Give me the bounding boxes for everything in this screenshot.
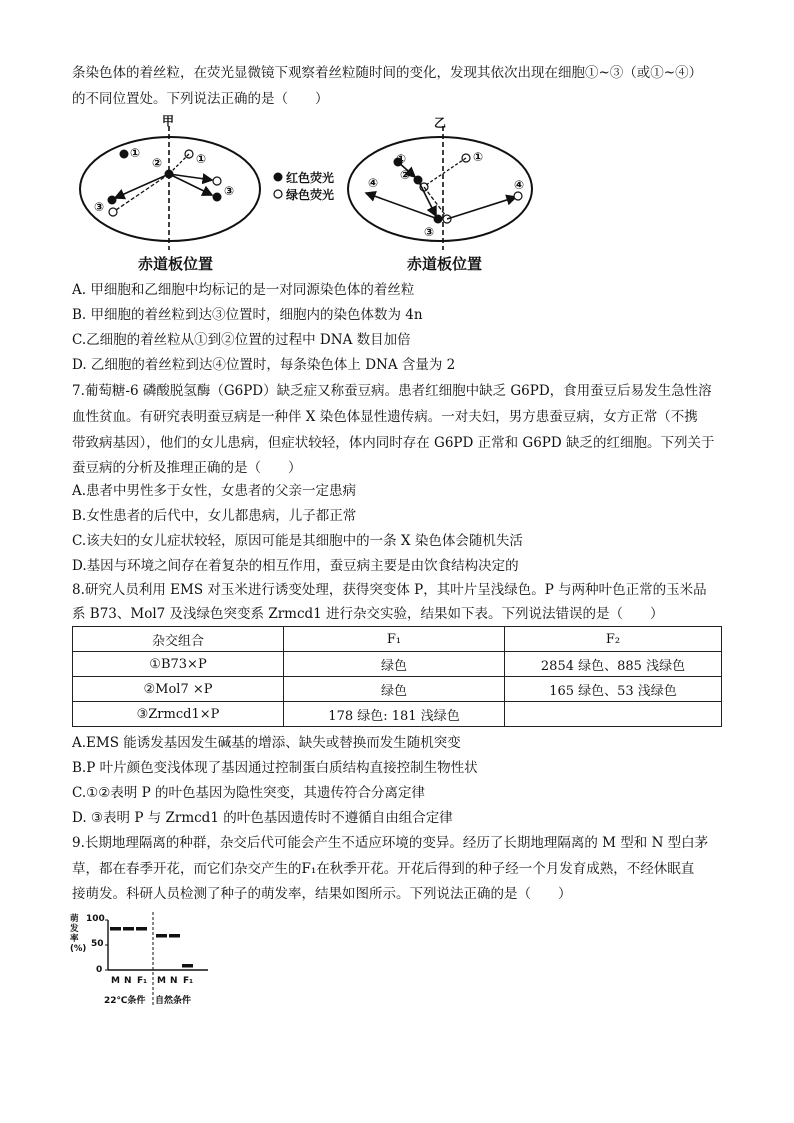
bar-1-1 bbox=[169, 934, 180, 938]
table-row bbox=[73, 652, 722, 677]
ytick-label: 100 bbox=[86, 914, 105, 924]
table-cell: 165 绿色、53 浅绿色 bbox=[505, 677, 722, 702]
cell-b-m1: ① bbox=[396, 152, 407, 166]
table-cell: 178 绿色: 181 浅绿色 bbox=[284, 702, 505, 727]
cell-b-title: 乙 bbox=[434, 116, 447, 130]
ytick-label: 50 bbox=[91, 939, 104, 949]
q9-line1: 9.长期地理隔离的种群，杂交后代可能会产生不适应环境的变异。经历了长期地理隔离的 M 型和 N 型白茅 bbox=[72, 835, 709, 851]
cell-a-title: 甲 bbox=[162, 114, 175, 128]
chart-ylabel: 萌发率(%) bbox=[70, 914, 87, 954]
table-cell: 2854 绿色、885 浅绿色 bbox=[505, 652, 722, 677]
table-header: F₂ bbox=[505, 627, 722, 652]
table-row bbox=[73, 677, 722, 702]
table-cell bbox=[505, 702, 722, 727]
q8-option-d: D. ③表明 P 与 Zrmcd1 的叶色基因遗传时不遵循自由组合定律 bbox=[72, 810, 453, 826]
q6-figure bbox=[72, 112, 572, 277]
cell-a-m3: ③ bbox=[224, 184, 235, 198]
cross-table bbox=[72, 626, 722, 727]
q7-line1: 7.葡萄糖-6 磷酸脱氢酶（G6PD）缺乏症又称蚕豆病。患者红细胞中缺乏 G6PD，食用蚕豆后易发生急性溶 bbox=[72, 383, 712, 399]
bar-0-1 bbox=[123, 927, 134, 931]
group-label-natural: 自然条件 bbox=[155, 996, 192, 1006]
q8-option-a: A.EMS 能诱发基因发生碱基的增添、缺失或替换而发生随机突变 bbox=[72, 735, 461, 751]
q6-option-c: C.乙细胞的着丝粒从①到②位置的过程中 DNA 数目加倍 bbox=[72, 332, 411, 348]
q8-line1: 8.研究人员利用 EMS 对玉米进行诱变处理，获得突变体 P，其叶片呈浅绿色。P 与两种叶色正常的玉米品 bbox=[72, 582, 707, 598]
q8-option-b: B.P 叶片颜色变浅体现了基因通过控制蛋白质结构直接控制生物性状 bbox=[72, 760, 478, 776]
table-row bbox=[73, 702, 722, 727]
bar-1-2 bbox=[182, 964, 193, 968]
x-tick-label: N bbox=[170, 976, 178, 986]
cell-a-m3b: ③ bbox=[94, 200, 105, 214]
q7-option-b: B.女性患者的后代中，女儿都患病，儿子都正常 bbox=[72, 508, 357, 524]
x-tick-label: F₁ bbox=[183, 976, 194, 986]
group-label-22c: 22℃条件 bbox=[104, 996, 146, 1006]
table-header: 杂交组合 bbox=[73, 627, 284, 652]
cell-b-m4: ④ bbox=[368, 176, 379, 190]
bar-0-0 bbox=[110, 927, 121, 931]
legend-green: 绿色荧光 bbox=[286, 188, 335, 202]
q6-stem-line1: 条染色体的着丝粒，在荧光显微镜下观察着丝粒随时间的变化，发现其依次出现在细胞①~③（或①~④） bbox=[72, 65, 703, 81]
table-cell: ③Zrmcd1×P bbox=[73, 702, 284, 727]
cell-b-m3: ③ bbox=[424, 225, 435, 239]
q6-option-b: B. 甲细胞的着丝粒到达③位置时，细胞内的染色体数为 4n bbox=[72, 307, 423, 323]
cell-b-caption: 赤道板位置 bbox=[407, 255, 483, 273]
q7-option-a: A.患者中男性多于女性，女患者的父亲一定患病 bbox=[72, 483, 357, 499]
x-tick-label: M bbox=[111, 976, 120, 986]
q7-option-d: D.基因与环境之间存在着复杂的相互作用，蚕豆病主要是由饮食结构决定的 bbox=[72, 558, 519, 574]
table-header-row bbox=[73, 627, 722, 652]
cell-a-caption: 赤道板位置 bbox=[138, 255, 214, 273]
x-tick-label: F₁ bbox=[137, 976, 148, 986]
germination-chart bbox=[72, 910, 212, 1010]
cell-b-m2: ② bbox=[400, 168, 411, 182]
q8-line2: 系 B73、Mol7 及浅绿色突变系 Zrmcd1 进行杂交实验，结果如下表。下列说法错误的是（ ） bbox=[72, 606, 664, 622]
q6-stem-line2: 的不同位置处。下列说法正确的是（ ） bbox=[72, 91, 329, 107]
bar-0-2 bbox=[136, 927, 147, 931]
q7-line2: 血性贫血。有研究表明蚕豆病是一种伴 X 染色体显性遗传病。一对夫妇，男方患蚕豆病，女方正常（不携 bbox=[72, 409, 698, 425]
cell-a-m1b: ① bbox=[196, 152, 207, 166]
cell-b-m1b: ① bbox=[473, 150, 484, 164]
q7-option-c: C.该夫妇的女儿症状较轻，原因可能是其细胞中的一条 X 染色体会随机失活 bbox=[72, 533, 523, 549]
q9-line3: 接萌发。科研人员检测了种子的萌发率，结果如图所示。下列说法正确的是（ ） bbox=[72, 886, 572, 902]
q7-line3: 带致病基因），他们的女儿患病，但症状较轻，体内同时存在 G6PD 正常和 G6PD 缺乏的红细胞。下列关于 bbox=[72, 435, 715, 451]
bar-1-0 bbox=[156, 934, 167, 938]
cell-a-m1: ① bbox=[130, 146, 141, 160]
table-cell: ①B73×P bbox=[73, 652, 284, 677]
cell-b-m4b: ④ bbox=[514, 178, 525, 192]
q6-option-a: A. 甲细胞和乙细胞中均标记的是一对同源染色体的着丝粒 bbox=[72, 282, 415, 298]
x-tick-label: M bbox=[157, 976, 166, 986]
q6-option-d: D. 乙细胞的着丝粒到达④位置时，每条染色体上 DNA 含量为 2 bbox=[72, 357, 456, 373]
table-cell: 绿色 bbox=[284, 652, 505, 677]
q8-option-c: C.①②表明 P 的叶色基因为隐性突变，其遗传符合分离定律 bbox=[72, 785, 426, 801]
cell-a-m2: ② bbox=[152, 156, 163, 170]
x-tick-label: N bbox=[124, 976, 132, 986]
q7-line4: 蚕豆病的分析及推理正确的是（ ） bbox=[72, 460, 302, 476]
legend-red: 红色荧光 bbox=[286, 171, 335, 185]
table-header: F₁ bbox=[284, 627, 505, 652]
ytick-label: 0 bbox=[96, 965, 103, 975]
table-cell: ②Mol7 ×P bbox=[73, 677, 284, 702]
q9-line2: 草，都在春季开花，而它们杂交产生的F₁在秋季开花。开花后得到的种子经一个月发育成熟，不经休眠直 bbox=[72, 861, 695, 877]
table-cell: 绿色 bbox=[284, 677, 505, 702]
